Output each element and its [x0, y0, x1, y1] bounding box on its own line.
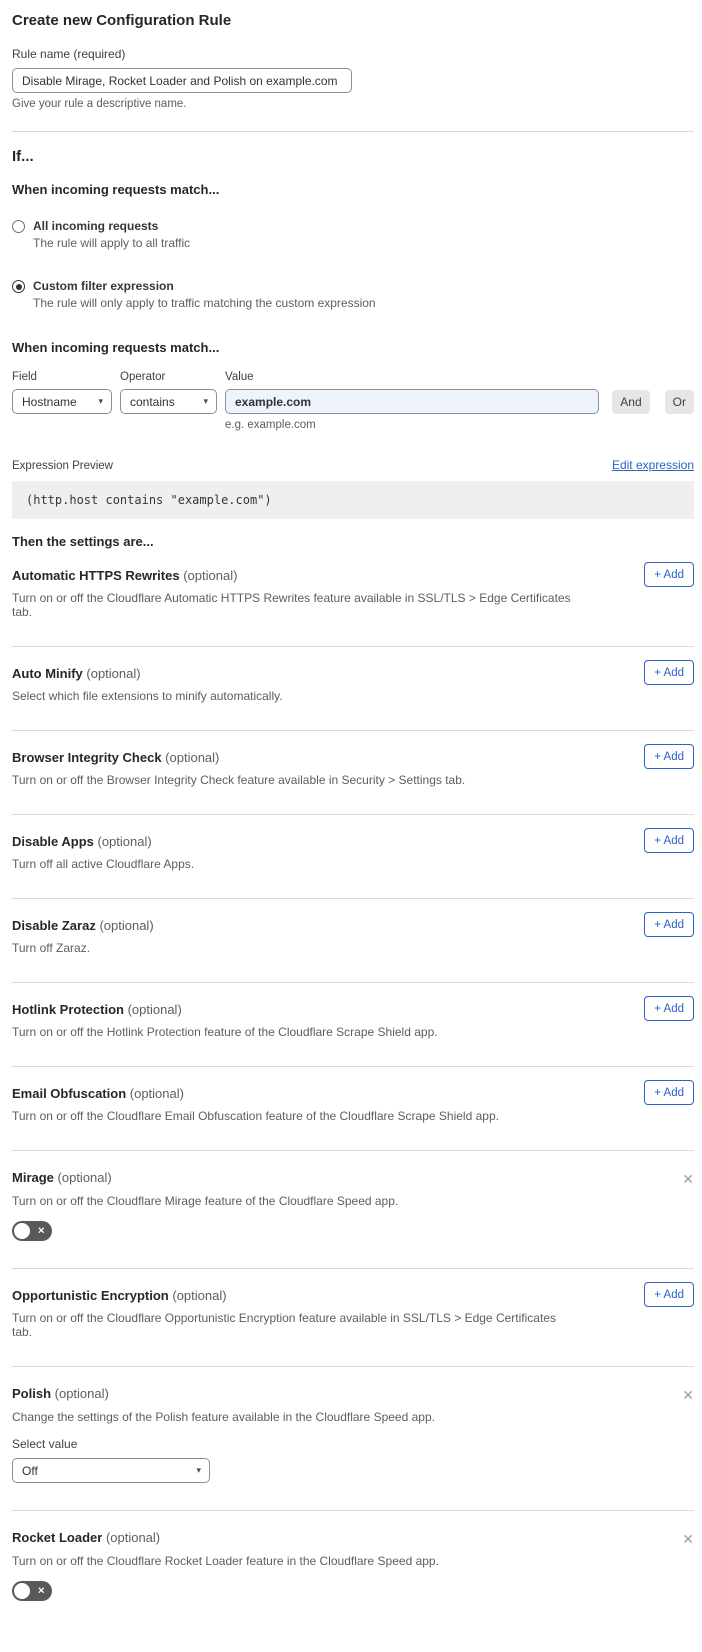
- setting-description: Turn on or off the Hotlink Protection feature of the Cloudflare Scrape Shield app.: [12, 1025, 438, 1039]
- setting-row-polish: [12, 1367, 694, 1511]
- radio-description: The rule will apply to all traffic: [33, 236, 191, 250]
- field-select-value: Hostname: [22, 394, 77, 409]
- setting-optional-tag: (optional): [183, 568, 238, 583]
- if-heading: If...: [12, 148, 34, 165]
- toggle-knob: [14, 1583, 30, 1599]
- setting-row-auto-minify: [12, 647, 694, 731]
- setting-name: Mirage: [12, 1170, 54, 1185]
- chevron-down-icon: ▾: [98, 396, 103, 406]
- add-button[interactable]: + Add: [644, 996, 694, 1021]
- radio-label: Custom filter expression: [33, 279, 174, 293]
- edit-expression-link[interactable]: Edit expression: [611, 458, 694, 472]
- setting-row-opportunistic-encryption: [12, 1269, 694, 1367]
- setting-row-disable-zaraz: [12, 899, 694, 983]
- setting-description: Turn on or off the Cloudflare Opportunistic Encryption feature available in SSL/TLS > Edge Certificates tab.: [12, 1311, 556, 1339]
- setting-description: Turn off Zaraz.: [12, 941, 91, 955]
- setting-row-rocket-loader: [12, 1511, 694, 1628]
- setting-row-email-obfuscation: [12, 1067, 694, 1151]
- rule-name-label: Rule name (required): [12, 47, 126, 61]
- setting-optional-tag: (optional): [86, 666, 141, 681]
- add-button[interactable]: + Add: [644, 1282, 694, 1307]
- setting-optional-tag: (optional): [172, 1288, 227, 1303]
- polish-value-select[interactable]: [12, 1458, 210, 1483]
- setting-row-hotlink-protection: [12, 983, 694, 1067]
- rule-name-input[interactable]: [12, 68, 352, 93]
- setting-optional-tag: (optional): [129, 1086, 184, 1101]
- field-label: Field: [12, 371, 37, 383]
- setting-description: Select which file extensions to minify automatically.: [12, 689, 283, 703]
- select-value-label: Select value: [12, 1437, 78, 1451]
- expression-preview-code: (http.host contains "example.com"): [12, 481, 694, 519]
- mirage-toggle-off[interactable]: [12, 1221, 52, 1241]
- radio-all-incoming-requests[interactable]: [12, 219, 694, 250]
- setting-description: Turn on or off the Cloudflare Email Obfuscation feature of the Cloudflare Scrape Shield app.: [12, 1109, 499, 1123]
- close-icon[interactable]: ✕: [682, 1387, 694, 1403]
- setting-name: Disable Apps: [12, 834, 94, 849]
- or-button[interactable]: Or: [665, 390, 694, 414]
- and-button[interactable]: And: [612, 390, 649, 414]
- setting-optional-tag: (optional): [54, 1386, 109, 1401]
- setting-optional-tag: (optional): [165, 750, 220, 765]
- then-settings-heading: Then the settings are...: [12, 534, 154, 549]
- setting-description: Turn on or off the Browser Integrity Check feature available in Security > Settings tab.: [12, 773, 466, 787]
- setting-name: Hotlink Protection: [12, 1002, 124, 1017]
- expression-builder-heading: When incoming requests match...: [12, 340, 220, 355]
- radio-description: The rule will only apply to traffic matching the custom expression: [33, 296, 376, 310]
- add-button[interactable]: + Add: [644, 744, 694, 769]
- add-button[interactable]: + Add: [644, 1080, 694, 1105]
- setting-description: Turn on or off the Cloudflare Rocket Loader feature in the Cloudflare Speed app.: [12, 1554, 439, 1568]
- setting-row-automatic-https-rewrites: [12, 549, 694, 647]
- setting-name: Email Obfuscation: [12, 1086, 127, 1101]
- setting-row-disable-apps: [12, 815, 694, 899]
- setting-optional-tag: (optional): [97, 834, 152, 849]
- setting-name: Auto Minify: [12, 666, 83, 681]
- value-input[interactable]: [225, 389, 599, 414]
- setting-name: Disable Zaraz: [12, 918, 96, 933]
- add-button[interactable]: + Add: [644, 912, 694, 937]
- setting-name: Opportunistic Encryption: [12, 1288, 169, 1303]
- page-title: Create new Configuration Rule: [12, 12, 232, 29]
- rocket-loader-toggle-off[interactable]: [12, 1581, 52, 1601]
- add-button[interactable]: + Add: [644, 828, 694, 853]
- field-select[interactable]: [12, 389, 112, 414]
- operator-select[interactable]: [120, 389, 217, 414]
- chevron-down-icon: ▾: [196, 1465, 201, 1475]
- close-icon[interactable]: ✕: [682, 1171, 694, 1187]
- setting-optional-tag: (optional): [99, 918, 154, 933]
- setting-name: Rocket Loader: [12, 1530, 103, 1545]
- setting-description: Change the settings of the Polish feature available in the Cloudflare Speed app.: [12, 1410, 435, 1424]
- toggle-knob: [14, 1223, 30, 1239]
- section-divider: [12, 131, 694, 132]
- setting-description: Turn on or off the Cloudflare Automatic HTTPS Rewrites feature available in SSL/TLS > Edge Certificates tab.: [12, 591, 571, 619]
- rule-name-group: [12, 47, 694, 110]
- setting-optional-tag: (optional): [105, 1530, 161, 1545]
- setting-optional-tag: (optional): [57, 1170, 112, 1185]
- radio-unselected-icon[interactable]: [12, 220, 25, 233]
- rule-name-helper: Give your rule a descriptive name.: [12, 98, 187, 110]
- setting-description: Turn off all active Cloudflare Apps.: [12, 857, 195, 871]
- chevron-down-icon: ▾: [203, 396, 208, 406]
- setting-name: Automatic HTTPS Rewrites: [12, 568, 180, 583]
- radio-custom-filter-expression[interactable]: [12, 279, 694, 310]
- radio-selected-icon[interactable]: [12, 280, 25, 293]
- setting-row-browser-integrity-check: [12, 731, 694, 815]
- setting-optional-tag: (optional): [127, 1002, 182, 1017]
- setting-row-mirage: [12, 1151, 694, 1269]
- expression-builder-row: [12, 371, 694, 431]
- operator-label: Operator: [120, 371, 166, 383]
- value-label: Value: [225, 371, 254, 383]
- setting-name: Polish: [12, 1386, 52, 1401]
- expression-preview-label: Expression Preview: [12, 460, 113, 472]
- setting-name: Browser Integrity Check: [12, 750, 162, 765]
- value-helper: e.g. example.com: [225, 419, 316, 431]
- toggle-off-icon: ✕: [37, 1585, 45, 1596]
- setting-description: Turn on or off the Cloudflare Mirage feature of the Cloudflare Speed app.: [12, 1194, 399, 1208]
- add-button[interactable]: + Add: [644, 660, 694, 685]
- match-mode-heading: When incoming requests match...: [12, 182, 220, 197]
- close-icon[interactable]: ✕: [682, 1531, 694, 1547]
- radio-label: All incoming requests: [33, 219, 159, 233]
- polish-select-value: Off: [22, 1463, 38, 1478]
- add-button[interactable]: + Add: [644, 562, 694, 587]
- toggle-off-icon: ✕: [37, 1225, 45, 1236]
- operator-select-value: contains: [130, 394, 175, 409]
